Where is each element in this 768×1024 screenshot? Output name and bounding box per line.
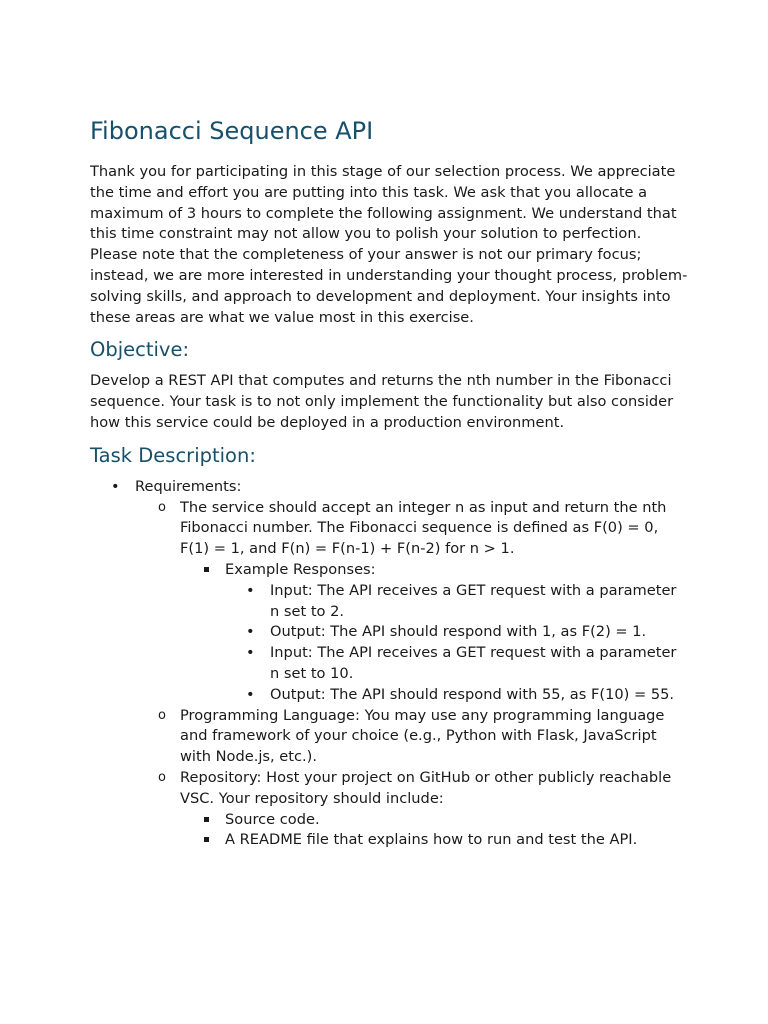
example-responses-list [225,581,690,706]
language-text: Programming Language: You may use any programming language and framework of your choice (e.g., Python with Flask, JavaScript with Node.js, etc.). [180,706,665,766]
example-label: Example Responses: [225,560,376,578]
list-item-example [225,685,690,706]
hollow-bullet-icon: o [158,769,166,785]
list-item-example [225,643,690,685]
task-description-heading: Task Description: [90,443,256,467]
repo-item-text: Source code. [225,810,320,828]
objective-heading: Objective: [90,338,190,362]
intro-paragraph: Thank you for participating in this stage of our selection process. We appreciate the time and effort you are putting into this task. We ask that you allocate a maximum of 3 hours to complete the following assignment. We understand that this time constraint may not allow you to polish your solution to perfection. Please note that the completeness of your answer is not our primary focus; instead, we are more interested in understanding your thought process, problem-solving skills, and approach to development and deployment. Your insights into these areas are what we value most in this exercise. [90,163,688,326]
requirements-sublist [135,498,690,852]
bullet-icon: • [111,477,120,495]
list-item-example [225,581,690,623]
list-item-repo [180,830,690,851]
list-item-example [225,622,690,643]
list-item-repo [180,810,690,831]
service-text: The service should accept an integer n as input and return the nth Fibonacci number. The Fibonacci sequence is defined as F(0) = 0, F(1) = 1, and F(n) = F(n-1) + F(n-2) for n > 1. [180,498,667,558]
list-item-service [135,498,690,706]
repository-sublist [180,810,690,852]
repo-item-text: A README file that explains how to run and test the API. [225,831,638,849]
bullet-icon: • [246,581,255,599]
bullet-icon: • [246,685,255,703]
requirements-label: Requirements: [135,477,242,495]
list-item-language [135,706,690,768]
square-bullet-icon [204,837,209,842]
list-item-requirements [90,477,690,851]
repository-text: Repository: Host your project on GitHub or other publicly reachable VSC. Your repository should include: [180,768,672,807]
document-page [90,114,690,851]
square-bullet-icon [204,817,209,822]
list-item-examples [180,560,690,706]
hollow-bullet-icon: o [158,707,166,723]
list-item-repository [135,768,690,851]
example-text: Output: The API should respond with 55, as F(10) = 55. [270,685,675,703]
example-sublist [180,560,690,706]
document-title: Fibonacci Sequence API [90,117,374,145]
bullet-icon: • [246,623,255,641]
example-text: Input: The API receives a GET request with a parameter n set to 2. [270,581,677,620]
square-bullet-icon [204,567,209,572]
example-text: Output: The API should respond with 1, as F(2) = 1. [270,623,647,641]
task-list [90,477,690,851]
hollow-bullet-icon: o [158,499,166,515]
objective-paragraph: Develop a REST API that computes and returns the nth number in the Fibonacci sequence. Your task is to not only implement the functionality but also consider how this service could be deployed in a production environment. [90,372,674,431]
example-text: Input: The API receives a GET request with a parameter n set to 10. [270,644,677,682]
bullet-icon: • [246,644,255,662]
